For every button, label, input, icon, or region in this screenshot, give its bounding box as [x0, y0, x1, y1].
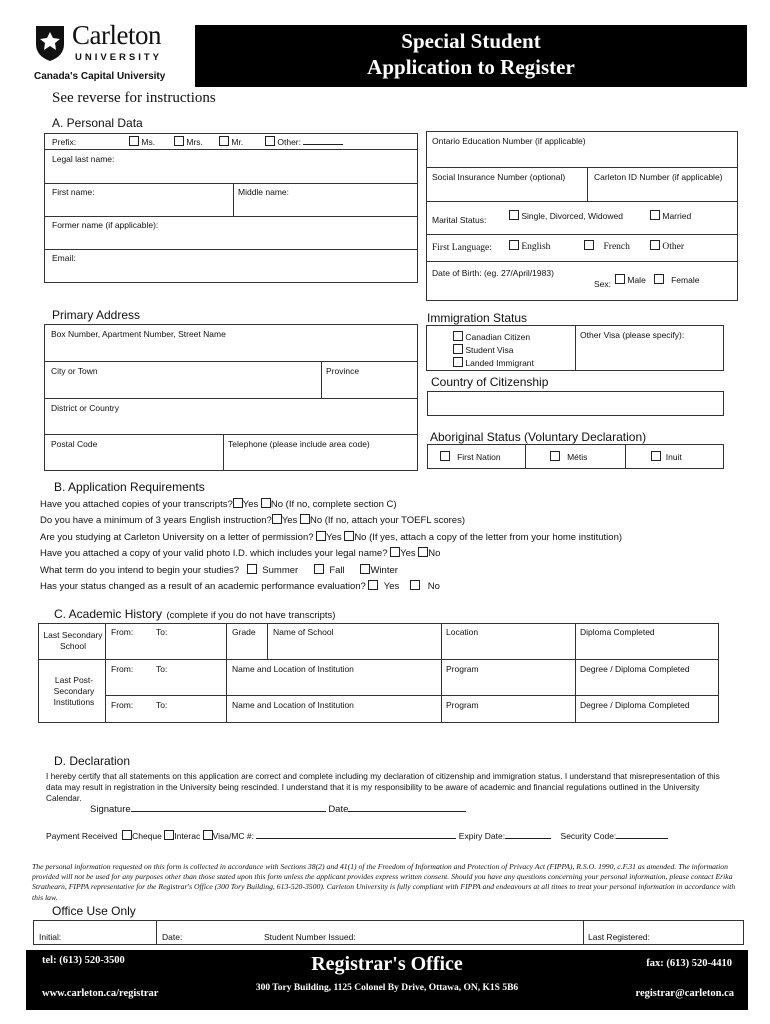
office-student-number[interactable]: Student Number Issued: [264, 932, 356, 942]
footer-address: 300 Tory Building, 1125 Colonel By Drive, Ottawa, ON, K1S 5B6 [255, 983, 519, 993]
post1-program[interactable]: Program [446, 664, 479, 674]
sex-female[interactable]: Female [654, 274, 699, 285]
first-nation-option[interactable]: First Nation [440, 451, 501, 462]
q4-no-checkbox[interactable] [418, 547, 428, 557]
office-initial[interactable]: Initial: [39, 932, 62, 942]
sin-field[interactable]: Social Insurance Number (optional) [432, 172, 566, 182]
q-transcripts: Have you attached copies of your transcripts? Yes No (If no, complete section C) [40, 499, 397, 510]
imm-landed[interactable]: Landed Immigrant [453, 357, 534, 368]
university-logo [34, 22, 194, 84]
oen-field[interactable]: Ontario Education Number (if applicable) [432, 136, 586, 146]
aboriginal-heading: Aboriginal Status (Voluntary Declaration) [430, 430, 647, 444]
first-name-field[interactable]: First name: [52, 187, 95, 197]
sec-diploma[interactable]: Diploma Completed [580, 627, 655, 637]
middle-name-field[interactable]: Middle name: [238, 187, 290, 197]
signature-line[interactable]: Signature Date [90, 804, 466, 815]
footer-title: Registrar's Office [311, 953, 463, 975]
footer-tel: tel: (613) 520-3500 [42, 955, 125, 966]
q3-no-checkbox[interactable] [344, 531, 354, 541]
q2-no-checkbox[interactable] [300, 514, 310, 524]
citizenship-field[interactable] [427, 391, 724, 416]
post2-institution[interactable]: Name and Location of Institution [232, 700, 354, 710]
post1-to[interactable]: To: [156, 664, 168, 674]
q-english: Do you have a minimum of 3 years English instruction? Yes No (If no, attach your TOEFL scores) [40, 515, 466, 526]
q-permission: Are you studying at Carleton University on a letter of permission? Yes No (If yes, attach a copy of the letter from your home institution) [40, 532, 623, 543]
requirements-heading: B. Application Requirements [54, 480, 205, 494]
winter-checkbox[interactable] [360, 564, 370, 574]
lang-french[interactable]: French [584, 240, 630, 252]
see-reverse: See reverse for instructions [52, 90, 216, 106]
expiry-field[interactable] [505, 838, 551, 839]
security-code-field[interactable] [616, 838, 668, 839]
post2-from[interactable]: From: [111, 700, 134, 710]
prefix-label: Prefix: [52, 137, 77, 147]
last-secondary-label: Last Secondary School [43, 630, 103, 651]
prefix-other[interactable]: Other: [265, 136, 343, 147]
logo-sub: UNIVERSITY [75, 52, 163, 63]
q-status: Has your status changed as a result of an academic performance evaluation? Yes No [40, 581, 440, 592]
immigration-heading: Immigration Status [427, 311, 528, 325]
post1-institution[interactable]: Name and Location of Institution [232, 664, 354, 674]
academic-heading: C. Academic History (complete if you do not have transcripts) [54, 607, 336, 621]
declaration-heading: D. Declaration [54, 754, 131, 768]
q1-no-checkbox[interactable] [261, 498, 271, 508]
district-field[interactable]: District or Country [51, 403, 120, 413]
marital-single[interactable]: Single, Divorced, Widowed [509, 210, 623, 221]
q2-yes-checkbox[interactable] [272, 514, 282, 524]
post1-from[interactable]: From: [111, 664, 134, 674]
prefix-mrs[interactable]: Mrs. [174, 136, 203, 147]
footer-email[interactable]: registrar@carleton.ca [635, 988, 734, 999]
imm-student-visa[interactable]: Student Visa [453, 344, 513, 355]
fall-checkbox[interactable] [314, 564, 324, 574]
inuit-option[interactable]: Inuit [651, 451, 682, 462]
q3-yes-checkbox[interactable] [316, 531, 326, 541]
q1-yes-checkbox[interactable] [233, 498, 243, 508]
cheque-checkbox[interactable] [122, 830, 132, 840]
q4-yes-checkbox[interactable] [390, 547, 400, 557]
dob-field[interactable]: Date of Birth: (eg. 27/April/1983) [432, 268, 554, 278]
marital-married[interactable]: Married [650, 210, 691, 221]
footer-fax: fax: (613) 520-4410 [646, 958, 732, 969]
post2-program[interactable]: Program [446, 700, 479, 710]
declaration-text: I hereby certify that all statements on this application are correct and complete including my declaration of citizenship and immigration status. I understand that misrepresentation of this data may result in registration in the University being rescinded. I understand that it is my responsibility to be aware of academic and financial regulations outlined in the University Calendar. [46, 771, 720, 803]
crest-icon [34, 24, 66, 62]
citizenship-heading: Country of Citizenship [431, 375, 549, 389]
interac-checkbox[interactable] [164, 830, 174, 840]
q-term: What term do you intend to begin your studies? Summer Fall Winter [40, 565, 398, 576]
imm-canadian[interactable]: Canadian Citizen [453, 331, 530, 342]
carleton-id-field[interactable]: Carleton ID Number (if applicable) [594, 172, 723, 182]
footer-web[interactable]: www.carleton.ca/registrar [42, 988, 159, 999]
sec-location[interactable]: Location [446, 627, 479, 637]
office-last-registered[interactable]: Last Registered: [588, 932, 650, 942]
postal-code-field[interactable]: Postal Code [51, 439, 98, 449]
last-post-label: Last Post-Secondary Institutions [53, 675, 95, 707]
street-field[interactable]: Box Number, Apartment Number, Street Name [51, 329, 226, 339]
q-photo-id: Have you attached a copy of your valid photo I.D. which includes your legal name? Yes No [40, 548, 441, 559]
office-heading: Office Use Only [52, 904, 136, 918]
city-field[interactable]: City or Town [51, 366, 98, 376]
summer-checkbox[interactable] [247, 564, 257, 574]
former-name-field[interactable]: Former name (if applicable): [52, 220, 159, 230]
email-field[interactable]: Email: [52, 253, 76, 263]
lang-other[interactable]: Other [650, 240, 684, 252]
address-heading: Primary Address [52, 308, 141, 322]
visa-checkbox[interactable] [203, 830, 213, 840]
first-language-label: First Language: [432, 243, 492, 253]
privacy-notice: The personal information requested on this form is collected in accordance with Sections 38(2) and 41(1) of the Freedom of Information and Protection of Privacy Act (FIPPA), R.S.O. 1990, c.F.31 as amended. The information provided will not be used for any purposes other than those stated upon this form unless the applicant provides express written consent. Should you have any questions concerning your personal information, please contact Erika Strathearn, FIPPA representative for the Registrar's Office (300 Tory Building, 613-520-3500). Carleton University is fully compliant with FIPPA and endeavours at all times to treat your personal information in accordance with this law. [32, 862, 736, 902]
q6-yes-checkbox[interactable] [368, 580, 378, 590]
province-field[interactable]: Province [326, 366, 360, 376]
post2-to[interactable]: To: [156, 700, 168, 710]
payment-row: Payment Received Cheque Interac Visa/MC #: Expiry Date: Security Code: [46, 830, 668, 841]
title-line2: Application to Register [367, 55, 575, 79]
sec-to[interactable]: To: [156, 627, 168, 637]
title-line1: Special Student [401, 29, 541, 53]
marital-label: Marital Status: [432, 215, 487, 225]
legal-last-name-field[interactable]: Legal last name: [52, 154, 115, 164]
sex-male[interactable]: Male [615, 274, 646, 285]
card-number-field[interactable] [256, 838, 456, 839]
sec-from[interactable]: From: [111, 627, 134, 637]
footer-bar [26, 950, 748, 1010]
sec-grade[interactable]: Grade [232, 627, 256, 637]
post1-degree[interactable]: Degree / Diploma Completed [580, 664, 690, 674]
prefix-ms[interactable]: Ms. [129, 136, 155, 147]
telephone-field[interactable]: Telephone (please include area code) [228, 439, 370, 449]
tagline: Canada's Capital University [34, 71, 166, 82]
logo-name: Carleton [72, 20, 161, 50]
other-visa-field[interactable]: Other Visa (please specify): [580, 330, 685, 340]
prefix-mr[interactable]: Mr. [219, 136, 243, 147]
sex-label: Sex: [594, 279, 612, 289]
personal-heading: A. Personal Data [52, 116, 143, 130]
metis-option[interactable]: Métis [550, 451, 587, 462]
q6-no-checkbox[interactable] [410, 580, 420, 590]
title-banner [195, 25, 747, 87]
sec-school-name[interactable]: Name of School [273, 627, 334, 637]
lang-english[interactable]: English [509, 240, 550, 252]
office-date[interactable]: Date: [162, 932, 183, 942]
post2-degree[interactable]: Degree / Diploma Completed [580, 700, 690, 710]
